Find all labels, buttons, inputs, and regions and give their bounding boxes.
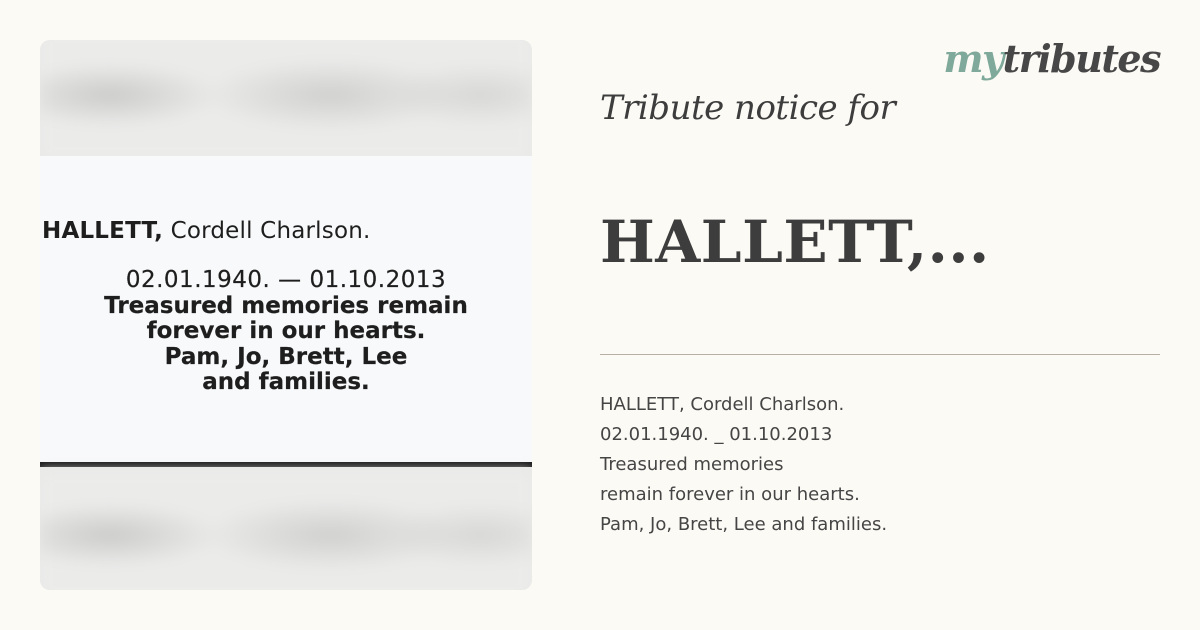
notice-image-line: and families.	[202, 369, 370, 395]
logo-prefix: my	[943, 36, 1003, 81]
mytributes-logo	[943, 36, 1160, 81]
notice-rule	[40, 462, 532, 467]
notice-image-line: Treasured memories remain	[104, 292, 468, 319]
notice-image-body	[40, 268, 532, 396]
notice-text	[600, 390, 1160, 540]
notice-image-line: forever in our hearts.	[146, 318, 426, 344]
tribute-notice-label: Tribute notice for	[600, 88, 896, 128]
notice-text-line: HALLETT, Cordell Charlson.	[600, 394, 845, 415]
blurred-background-bottom	[40, 470, 532, 590]
notice-text-line: Pam, Jo, Brett, Lee and families.	[600, 514, 888, 535]
notice-image-surname: HALLETT,	[42, 218, 164, 244]
notice-image-heading	[42, 218, 371, 244]
notice-image-given-names: Cordell Charlson.	[170, 218, 371, 244]
notice-text-line: 02.01.1940. _ 01.10.2013	[600, 424, 833, 445]
deceased-name: HALLETT,...	[600, 208, 990, 276]
divider	[600, 354, 1160, 355]
notice-text-line: Treasured memories	[600, 454, 784, 475]
notice-text-line: remain forever in our hearts.	[600, 484, 860, 505]
logo-name: tributes	[1002, 36, 1160, 81]
notice-image	[40, 40, 532, 590]
notice-image-line: Pam, Jo, Brett, Lee	[164, 343, 408, 370]
notice-image-dates: 02.01.1940. — 01.10.2013	[125, 267, 447, 293]
blurred-background-top	[40, 40, 532, 160]
